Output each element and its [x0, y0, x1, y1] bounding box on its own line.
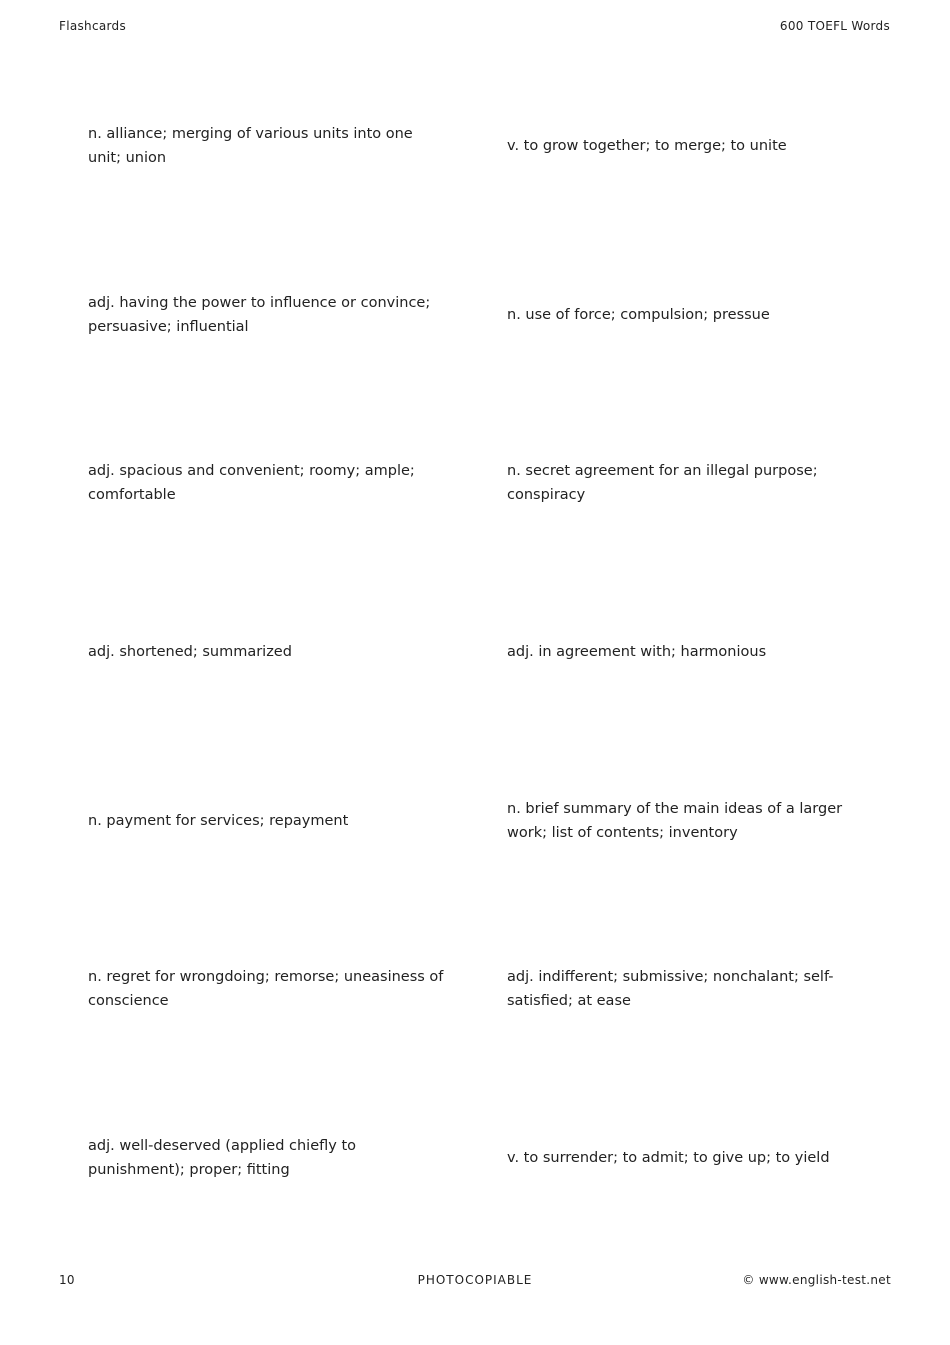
flashcard-definition: n. brief summary of the main ideas of a larger work; list of contents; inventory — [507, 800, 843, 841]
flashcard-grid — [0, 62, 950, 1242]
flashcard-definition: adj. shortened; summarized — [88, 644, 292, 661]
flashcard-row — [0, 568, 950, 737]
flashcard-row — [0, 231, 950, 400]
flashcard-row — [0, 1074, 950, 1243]
page-number: 10 — [59, 1273, 75, 1287]
flashcard-definition: n. alliance; merging of various units into one unit; union — [88, 126, 413, 167]
header-title: Flashcards — [59, 19, 126, 33]
flashcard-definition: adj. indifferent; submissive; nonchalant; self-satisfied; at ease — [507, 969, 834, 1010]
flashcard-definition: adj. spacious and convenient; roomy; ample; comfortable — [88, 463, 415, 504]
flashcard-definition: adj. well-deserved (applied chiefly to punishment); proper; fitting — [88, 1137, 357, 1178]
flashcard-definition: n. regret for wrongdoing; remorse; uneasiness of conscience — [88, 969, 444, 1010]
flashcard-definition: v. to surrender; to admit; to give up; to yield — [507, 1149, 830, 1166]
flashcard-definition: n. payment for services; repayment — [88, 812, 349, 829]
flashcard-definition: adj. having the power to influence or convince; persuasive; influential — [88, 294, 431, 335]
header-book-title: 600 TOEFL Words — [779, 19, 890, 33]
flashcard-row — [0, 736, 950, 905]
flashcard-definition: n. use of force; compulsion; pressue — [507, 306, 770, 323]
flashcard-definition: v. to grow together; to merge; to unite — [507, 138, 787, 155]
copyright-link: © www.english-test.net — [742, 1273, 891, 1287]
flashcard-row — [0, 62, 950, 231]
photocopiable-label: PHOTOCOPIABLE — [417, 1273, 533, 1287]
flashcard-row — [0, 399, 950, 568]
flashcard-row — [0, 905, 950, 1074]
flashcard-definition: adj. in agreement with; harmonious — [507, 644, 767, 661]
flashcard-definition: n. secret agreement for an illegal purpose; conspiracy — [507, 463, 818, 504]
